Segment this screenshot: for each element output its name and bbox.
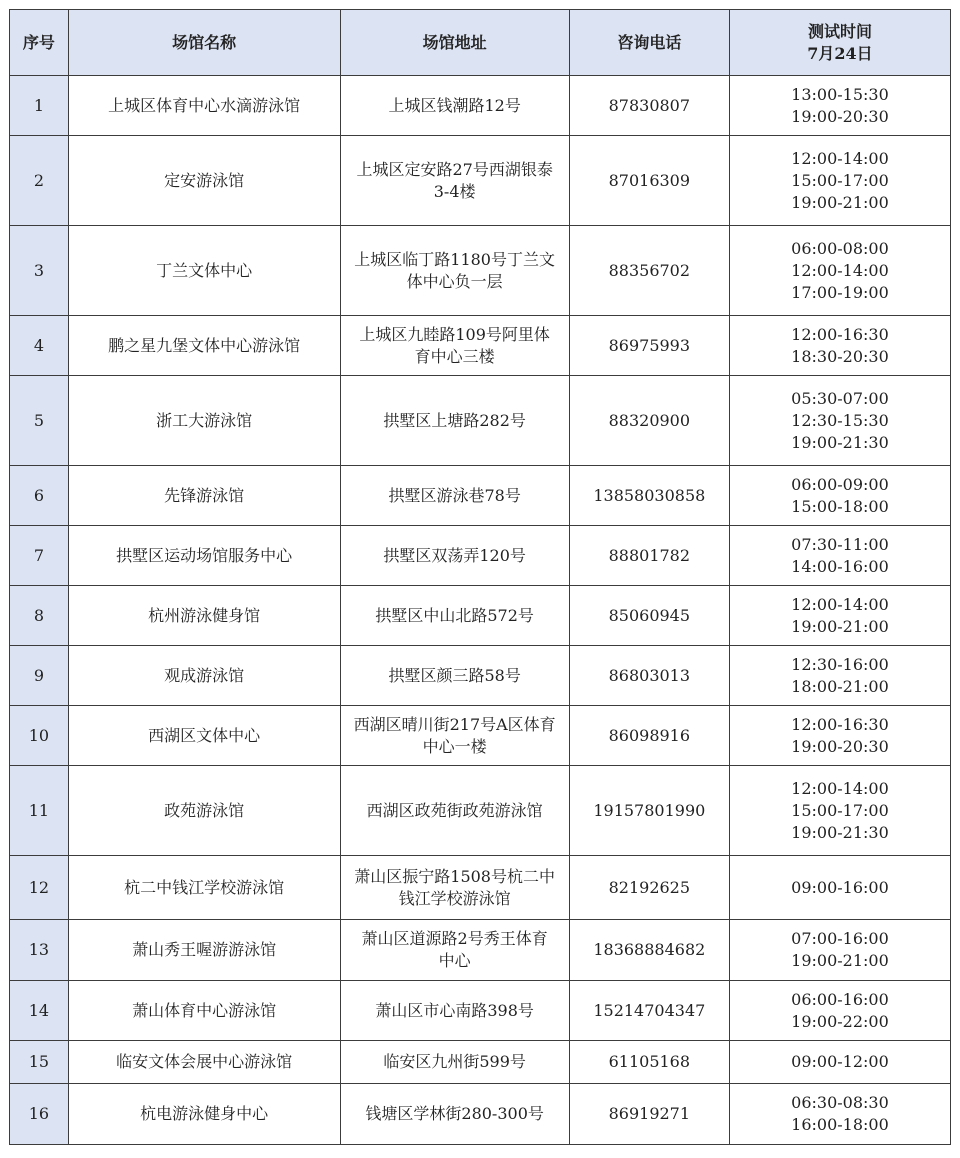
address-line: 拱墅区上塘路282号 <box>383 410 526 430</box>
header-time <box>729 10 950 76</box>
time-slot: 17:00-19:00 <box>791 282 889 302</box>
time-slot: 12:00-14:00 <box>791 778 889 798</box>
venue-phone: 18368884682 <box>569 920 729 981</box>
test-times <box>729 766 950 856</box>
address-line: 3-4楼 <box>433 181 476 201</box>
time-slot: 19:00-20:30 <box>791 106 889 126</box>
row-index: 11 <box>10 766 69 856</box>
time-slot: 19:00-21:00 <box>791 616 889 636</box>
address-line: 中心一楼 <box>422 736 487 756</box>
address-line: 拱墅区双荡弄120号 <box>383 545 526 565</box>
venue-name: 丁兰文体中心 <box>68 226 340 316</box>
row-index: 8 <box>10 586 69 646</box>
row-index: 16 <box>10 1084 69 1145</box>
table-row <box>10 76 951 136</box>
time-slot: 12:00-14:00 <box>791 260 889 280</box>
time-slot: 15:00-17:00 <box>791 170 889 190</box>
time-slot: 12:00-16:30 <box>791 714 889 734</box>
venue-name: 萧山秀王喔游游泳馆 <box>68 920 340 981</box>
test-times <box>729 920 950 981</box>
time-slot: 09:00-16:00 <box>791 877 889 897</box>
venue-phone: 88801782 <box>569 526 729 586</box>
row-index: 4 <box>10 316 69 376</box>
venue-address <box>340 526 569 586</box>
row-index: 10 <box>10 706 69 766</box>
row-index: 6 <box>10 466 69 526</box>
address-line: 萧山区振宁路1508号杭二中 <box>354 866 555 886</box>
table-row <box>10 646 951 706</box>
venue-name: 先锋游泳馆 <box>68 466 340 526</box>
venue-address <box>340 920 569 981</box>
venue-address <box>340 136 569 226</box>
venue-name: 上城区体育中心水滴游泳馆 <box>68 76 340 136</box>
time-slot: 18:00-21:00 <box>791 676 889 696</box>
venue-phone: 87016309 <box>569 136 729 226</box>
venue-address <box>340 316 569 376</box>
address-line: 拱墅区颜三路58号 <box>388 665 521 685</box>
time-slot: 12:30-16:00 <box>791 654 889 674</box>
row-index: 3 <box>10 226 69 316</box>
header-row <box>10 10 951 76</box>
venue-name: 浙工大游泳馆 <box>68 376 340 466</box>
venue-name: 杭电游泳健身中心 <box>68 1084 340 1145</box>
table-row <box>10 981 951 1041</box>
table-row <box>10 1084 951 1145</box>
table-row <box>10 706 951 766</box>
time-slot: 19:00-22:00 <box>791 1011 889 1031</box>
test-times <box>729 586 950 646</box>
address-line: 上城区九睦路109号阿里体 <box>359 324 550 344</box>
header-phone: 咨询电话 <box>569 10 729 76</box>
venue-address <box>340 766 569 856</box>
test-times <box>729 316 950 376</box>
venue-name: 观成游泳馆 <box>68 646 340 706</box>
venue-name: 定安游泳馆 <box>68 136 340 226</box>
venue-phone: 86803013 <box>569 646 729 706</box>
address-line: 上城区定安路27号西湖银泰 <box>356 159 553 179</box>
test-times <box>729 526 950 586</box>
address-line: 拱墅区游泳巷78号 <box>388 485 521 505</box>
row-index: 2 <box>10 136 69 226</box>
table-header <box>10 10 951 76</box>
address-line: 育中心三楼 <box>414 346 495 366</box>
row-index: 9 <box>10 646 69 706</box>
venue-address <box>340 226 569 316</box>
table-row <box>10 316 951 376</box>
time-slot: 06:30-08:30 <box>791 1093 889 1112</box>
venue-table <box>9 9 951 1145</box>
test-times <box>729 646 950 706</box>
time-slot: 13:00-15:30 <box>791 84 889 104</box>
venue-phone: 13858030858 <box>569 466 729 526</box>
table-row <box>10 376 951 466</box>
test-times <box>729 76 950 136</box>
table-row <box>10 466 951 526</box>
header-time-title: 测试时间 <box>807 21 872 41</box>
venue-name: 临安文体会展中心游泳馆 <box>68 1041 340 1084</box>
time-slot: 06:00-16:00 <box>791 989 889 1009</box>
time-slot: 19:00-21:00 <box>791 951 889 970</box>
venue-address <box>340 981 569 1041</box>
venue-schedule-sheet <box>9 9 951 1145</box>
time-slot: 16:00-18:00 <box>791 1115 889 1134</box>
table-body <box>10 76 951 1145</box>
time-slot: 05:30-07:00 <box>791 388 889 408</box>
address-line: 中心 <box>438 951 471 970</box>
header-time-date: 7月24日 <box>807 43 873 63</box>
time-slot: 19:00-21:00 <box>791 192 889 212</box>
time-slot: 15:00-17:00 <box>791 800 889 820</box>
venue-phone: 88320900 <box>569 376 729 466</box>
time-slot: 15:00-18:00 <box>791 496 889 516</box>
venue-name: 拱墅区运动场馆服务中心 <box>68 526 340 586</box>
venue-name: 杭州游泳健身馆 <box>68 586 340 646</box>
row-index: 1 <box>10 76 69 136</box>
venue-name: 政苑游泳馆 <box>68 766 340 856</box>
row-index: 5 <box>10 376 69 466</box>
venue-address <box>340 376 569 466</box>
venue-address <box>340 706 569 766</box>
time-slot: 14:00-16:00 <box>791 556 889 576</box>
time-slot: 06:00-08:00 <box>791 238 889 258</box>
venue-name: 西湖区文体中心 <box>68 706 340 766</box>
address-line: 西湖区晴川街217号A区体育 <box>353 714 556 734</box>
time-slot: 19:00-21:30 <box>791 822 889 842</box>
table-row <box>10 586 951 646</box>
table-row <box>10 766 951 856</box>
address-line: 临安区九州街599号 <box>383 1052 526 1071</box>
venue-address <box>340 1041 569 1084</box>
venue-phone: 88356702 <box>569 226 729 316</box>
test-times <box>729 981 950 1041</box>
venue-address <box>340 1084 569 1145</box>
venue-name: 杭二中钱江学校游泳馆 <box>68 856 340 920</box>
time-slot: 12:30-15:30 <box>791 410 889 430</box>
test-times <box>729 1041 950 1084</box>
venue-phone: 86098916 <box>569 706 729 766</box>
row-index: 12 <box>10 856 69 920</box>
time-slot: 07:00-16:00 <box>791 929 889 948</box>
address-line: 钱江学校游泳馆 <box>398 888 511 908</box>
time-slot: 19:00-20:30 <box>791 736 889 756</box>
address-line: 钱塘区学林街280-300号 <box>365 1104 544 1123</box>
venue-name: 鹏之星九堡文体中心游泳馆 <box>68 316 340 376</box>
venue-phone: 61105168 <box>569 1041 729 1084</box>
header-name: 场馆名称 <box>68 10 340 76</box>
venue-phone: 85060945 <box>569 586 729 646</box>
test-times <box>729 226 950 316</box>
time-slot: 18:30-20:30 <box>791 346 889 366</box>
test-times <box>729 136 950 226</box>
table-row <box>10 526 951 586</box>
time-slot: 09:00-12:00 <box>791 1052 889 1071</box>
test-times <box>729 706 950 766</box>
venue-phone: 86919271 <box>569 1084 729 1145</box>
venue-address <box>340 586 569 646</box>
venue-phone: 19157801990 <box>569 766 729 856</box>
venue-name: 萧山体育中心游泳馆 <box>68 981 340 1041</box>
time-slot: 12:00-16:30 <box>791 324 889 344</box>
table-row <box>10 1041 951 1084</box>
table-row <box>10 920 951 981</box>
venue-address <box>340 466 569 526</box>
table-row <box>10 226 951 316</box>
table-row <box>10 856 951 920</box>
address-line: 拱墅区中山北路572号 <box>375 605 534 625</box>
table-row <box>10 136 951 226</box>
venue-address <box>340 856 569 920</box>
venue-phone: 82192625 <box>569 856 729 920</box>
address-line: 萧山区市心南路398号 <box>375 1000 534 1020</box>
time-slot: 07:30-11:00 <box>791 534 889 554</box>
venue-address <box>340 76 569 136</box>
test-times <box>729 856 950 920</box>
address-line: 上城区钱潮路12号 <box>388 95 521 115</box>
time-slot: 19:00-21:30 <box>791 432 889 452</box>
address-line: 体中心负一层 <box>406 271 503 291</box>
header-address: 场馆地址 <box>340 10 569 76</box>
row-index: 13 <box>10 920 69 981</box>
row-index: 7 <box>10 526 69 586</box>
test-times <box>729 1084 950 1145</box>
address-line: 西湖区政苑街政苑游泳馆 <box>366 800 543 820</box>
venue-phone: 87830807 <box>569 76 729 136</box>
venue-address <box>340 646 569 706</box>
header-index: 序号 <box>10 10 69 76</box>
row-index: 14 <box>10 981 69 1041</box>
venue-phone: 15214704347 <box>569 981 729 1041</box>
time-slot: 12:00-14:00 <box>791 594 889 614</box>
address-line: 萧山区道源路2号秀王体育 <box>361 929 548 948</box>
address-line: 上城区临丁路1180号丁兰文 <box>354 249 555 269</box>
venue-phone: 86975993 <box>569 316 729 376</box>
time-slot: 12:00-14:00 <box>791 148 889 168</box>
time-slot: 06:00-09:00 <box>791 474 889 494</box>
test-times <box>729 376 950 466</box>
row-index: 15 <box>10 1041 69 1084</box>
test-times <box>729 466 950 526</box>
